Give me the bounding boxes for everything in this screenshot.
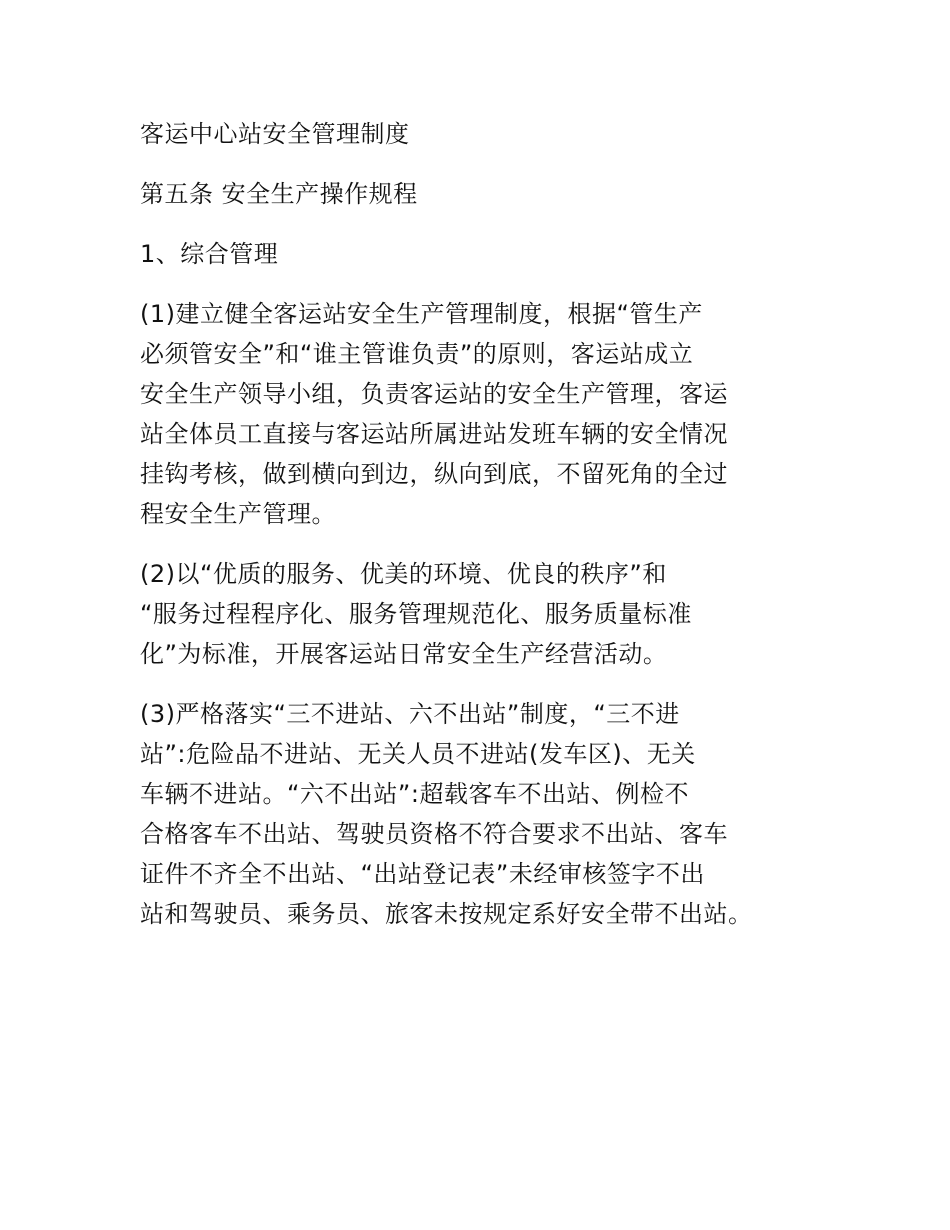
paragraph-line: 化”为标准，开展客运站日常安全生产经营活动。: [140, 640, 668, 668]
paragraph-line: 车辆不进站。“六不出站”:超载客车不出站、例检不: [140, 780, 689, 808]
paragraph-line: 证件不齐全不出站、“出站登记表”未经审核签字不出: [140, 860, 705, 888]
paragraph-1: [140, 294, 840, 534]
paragraph-line: 安全生产领导小组，负责客运站的安全生产管理，客运: [140, 380, 728, 408]
paragraph-line: 站”:危险品不进站、无关人员不进站(发车区)、无关: [140, 740, 696, 768]
article-text: 第五条 安全生产操作规程: [140, 180, 418, 208]
title-text: 客运中心站安全管理制度: [140, 120, 410, 148]
paragraph-line: (3)严格落实“三不进站、六不出站”制度，“三不进: [140, 700, 680, 728]
paragraph-line: “服务过程程序化、服务管理规范化、服务质量标准: [140, 600, 692, 628]
paragraph-2: [140, 554, 840, 674]
section-heading: [140, 234, 840, 274]
paragraph-line: 站和驾驶员、乘务员、旅客未按规定系好安全带不出站。: [140, 900, 753, 928]
document-body: [140, 114, 840, 954]
article-heading: [140, 174, 840, 214]
paragraph-line: 必须管安全”和“谁主管谁负责”的原则，客运站成立: [140, 340, 694, 368]
paragraph-line: 挂钩考核，做到横向到边，纵向到底，不留死角的全过: [140, 460, 728, 488]
paragraph-line: 站全体员工直接与客运站所属进站发班车辆的安全情况: [140, 420, 728, 448]
paragraph-3: [140, 694, 840, 934]
document-title: [140, 114, 840, 154]
paragraph-line: 程安全生产管理。: [140, 500, 336, 528]
paragraph-line: (2)以“优质的服务、优美的环境、优良的秩序”和: [140, 560, 667, 588]
paragraph-line: (1)建立健全客运站安全生产管理制度，根据“管生产: [140, 300, 703, 328]
section-text: 1、综合管理: [140, 240, 279, 268]
paragraph-line: 合格客车不出站、驾驶员资格不符合要求不出站、客车: [140, 820, 728, 848]
